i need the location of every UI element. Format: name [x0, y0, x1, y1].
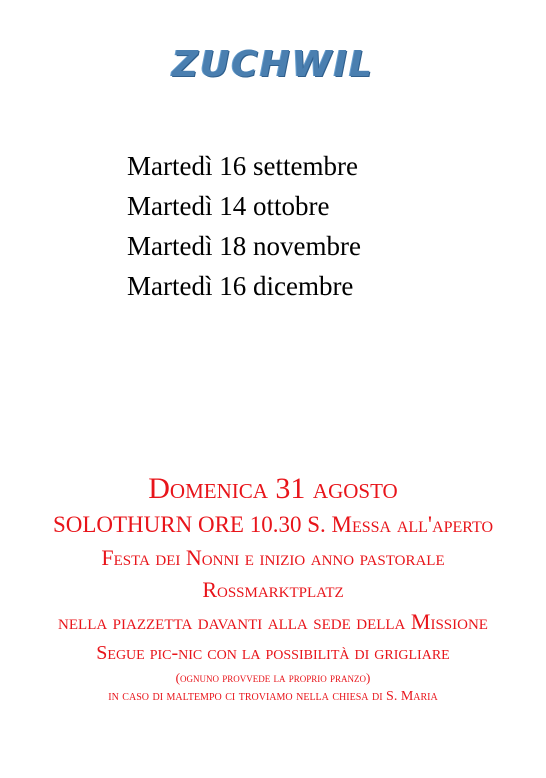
date-item: Martedì 18 novembre [127, 231, 361, 261]
event-picnic-note: Segue pic-nic con la possibilità di grigliare [96, 642, 450, 664]
event-location-detail: nella piazzetta davanti alla sede della Missione [58, 609, 488, 634]
page-title: ZUCHWIL [172, 44, 374, 85]
event-weather-note: in caso di maltempo ci troviamo nella chiesa di S. Maria [108, 689, 438, 704]
event-lunch-note: (ognuno provvede la proprio pranzo) [175, 670, 371, 685]
event-location: Rossmarktplatz [202, 577, 344, 602]
date-item: Martedì 16 settembre [127, 151, 358, 181]
dates-list [127, 146, 361, 306]
date-item: Martedì 14 ottobre [127, 191, 330, 221]
event-description: Festa dei Nonni e inizio anno pastorale [101, 545, 445, 570]
date-item: Martedì 16 dicembre [127, 271, 354, 301]
event-date: Domenica 31 agosto [148, 472, 398, 505]
event-place-time: SOLOTHURN ORE 10.30 S. Messa all'aperto [52, 512, 494, 537]
event-announcement [0, 470, 546, 707]
